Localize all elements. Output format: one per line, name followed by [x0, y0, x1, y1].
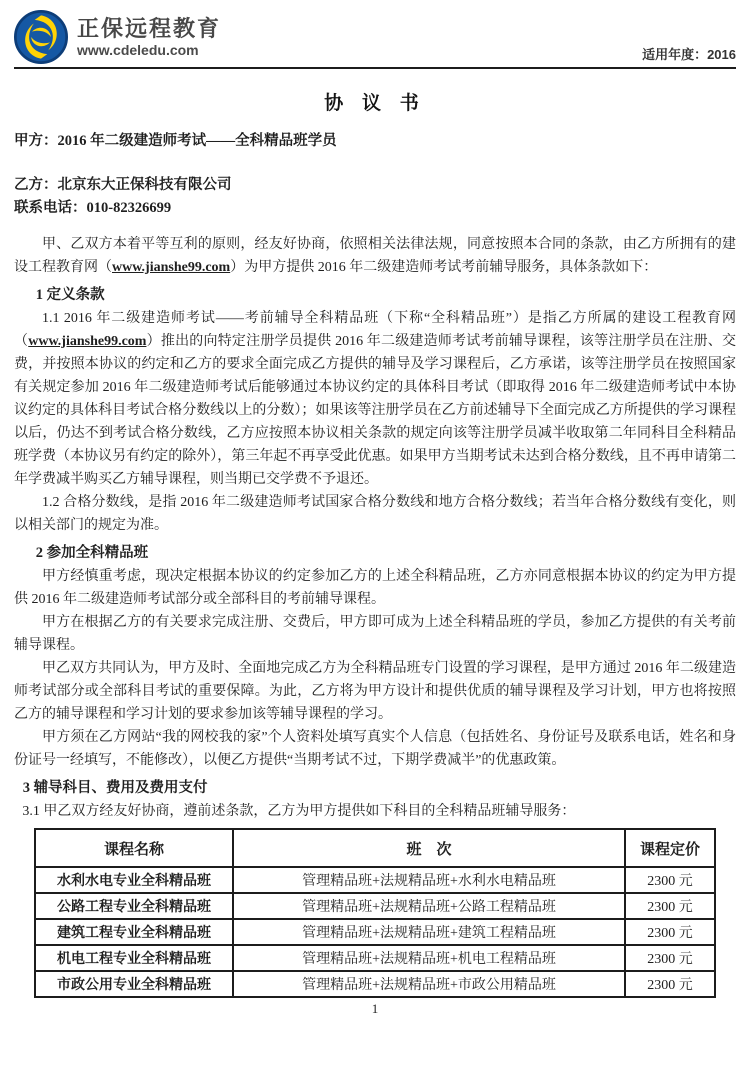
section-2-paragraph-1: 甲方经慎重考虑，现决定根据本协议的约定参加乙方的上述全科精品班，乙方亦同意根据本协议的约定为甲方提供 2016 年二级建造师考试部分或全部科目的考前辅导课程。: [14, 569, 736, 607]
table-row: [35, 919, 715, 945]
table-header-row: [35, 829, 715, 867]
price-cell: 2300 元: [625, 867, 715, 893]
brand-url: www.cdeledu.com: [77, 41, 199, 58]
intro-text-after: ）为甲方提供 2016 年二级建造师考试考前辅导服务，具体条款如下：: [230, 260, 658, 275]
clause-1-1: [14, 307, 736, 491]
course-name-cell: 公路工程专业全科精品班: [35, 893, 233, 919]
clause-1-1-before: 1.1 2016 年二级建造师考试——考前辅导全科精品班（下称“全科精品班”）是指乙方所属的建设工程教育网（: [14, 311, 736, 349]
class-combo-cell: 管理精品班+法规精品班+市政公用精品班: [233, 971, 625, 997]
brand-text: [77, 16, 221, 59]
clause-1-2: 1.2 合格分数线，是指 2016 年二级建造师考试国家合格分数线和地方合格分数线；若当年合格分数线有变化，则以相关部门的规定为准。: [14, 495, 736, 533]
brand-logo-icon: [14, 10, 68, 64]
intro-text-before: 甲、乙双方本着平等互利的原则，经友好协商，依照相关法律法规，同意按照本合同的条款，由乙方所拥有的建设工程教育网（: [14, 237, 736, 275]
section-1-heading: 1 定义条款: [35, 287, 105, 303]
table-row: [35, 893, 715, 919]
course-name-cell: 建筑工程专业全科精品班: [35, 919, 233, 945]
party-a-line: 甲方：2016 年二级建造师考试——全科精品班学员: [14, 133, 337, 149]
price-cell: 2300 元: [625, 919, 715, 945]
class-combo-cell: 管理精品班+法规精品班+机电工程精品班: [233, 945, 625, 971]
jianshe99-link[interactable]: www.jianshe99.com: [28, 334, 147, 349]
section-2-paragraph-3: 甲乙双方共同认为，甲方及时、全面地完成乙方为全科精品班专门设置的学习课程，是甲方通过 2016 年二级建造师考试部分或全部科目考试的重要保障。为此，乙方将为甲方设计和提供优质的辅导课程及学习计划，甲方也将按照乙方的辅导课程和学习计划的要求参加该等辅导课程的学习。: [14, 661, 736, 722]
page-number: 1: [371, 1001, 379, 1016]
table-row: [35, 945, 715, 971]
section-2-paragraph-4: 甲方须在乙方网站“我的网校我的家”个人资料处填写真实个人信息（包括姓名、身份证号及联系电话，姓名和身份证号一经填写，不能修改），以便乙方提供“当期考试不过，下期学费减半”的优惠政策。: [14, 730, 736, 768]
class-combo-cell: 管理精品班+法规精品班+公路工程精品班: [233, 893, 625, 919]
column-header-course-name: 课程名称: [35, 829, 233, 867]
class-combo-cell: 管理精品班+法规精品班+水利水电精品班: [233, 867, 625, 893]
intro-paragraph: [14, 233, 736, 279]
header-divider: [14, 67, 736, 69]
class-combo-cell: 管理精品班+法规精品班+建筑工程精品班: [233, 919, 625, 945]
applicable-year-label: 适用年度：2016: [642, 47, 736, 62]
course-name-cell: 机电工程专业全科精品班: [35, 945, 233, 971]
clause-1-1-after: ）推出的向特定注册学员提供 2016 年二级建造师考试考前辅导课程，该等注册学员在注册、交费，并按照本协议的约定和乙方的要求全面完成乙方提供的辅导及学习课程后，乙方承诺，该等注册学员在按照国家有关规定参加 2016 年二级建造师考试后能够通过本协议约定的具体科目考试（即取得 2016 年二级建造师考试中本协议约定的具体科目考试合格分数线以上的分数）；如果该等注册学员在乙方前述辅导下全面完成乙方所提供的学习课程以后，仍达不到考试合格分数线，乙方应按照本协议相关条款的规定向该等注册学员减半收取第二年同科目全科精品班学费（本协议另有约定的除外），第三年起不再享受此优惠。如果甲方当期考试未达到合格分数线，且不再申请第二年学费减半购买乙方辅导课程，则当期已交学费不予退还。: [14, 334, 737, 487]
price-cell: 2300 元: [625, 971, 715, 997]
course-name-cell: 水利水电专业全科精品班: [35, 867, 233, 893]
party-b-line: 乙方：北京东大正保科技有限公司: [14, 177, 232, 193]
brand-block: [14, 10, 221, 64]
column-header-class-combo: 班 次: [233, 829, 625, 867]
jianshe99-link[interactable]: www.jianshe99.com: [112, 260, 231, 275]
course-name-cell: 市政公用专业全科精品班: [35, 971, 233, 997]
price-cell: 2300 元: [625, 945, 715, 971]
column-header-price: 课程定价: [625, 829, 715, 867]
page-header: [14, 10, 736, 64]
document-title: 协 议 书: [324, 93, 426, 114]
section-3-heading: 3 辅导科目、费用及费用支付: [22, 780, 208, 796]
brand-name: 正保远程教育: [77, 15, 222, 41]
section-2-heading: 2 参加全科精品班: [35, 545, 149, 561]
clause-3-1: 3.1 甲乙双方经友好协商，遵前述条款，乙方为甲方提供如下科目的全科精品班辅导服务：: [22, 804, 576, 819]
table-row: [35, 971, 715, 997]
course-pricing-table: [34, 828, 716, 998]
table-row: [35, 867, 715, 893]
price-cell: 2300 元: [625, 893, 715, 919]
contact-phone-line: 联系电话：010-82326699: [14, 200, 172, 216]
section-2-paragraph-2: 甲方在根据乙方的有关要求完成注册、交费后，甲方即可成为上述全科精品班的学员，参加乙方提供的有关考前辅导课程。: [14, 615, 736, 653]
